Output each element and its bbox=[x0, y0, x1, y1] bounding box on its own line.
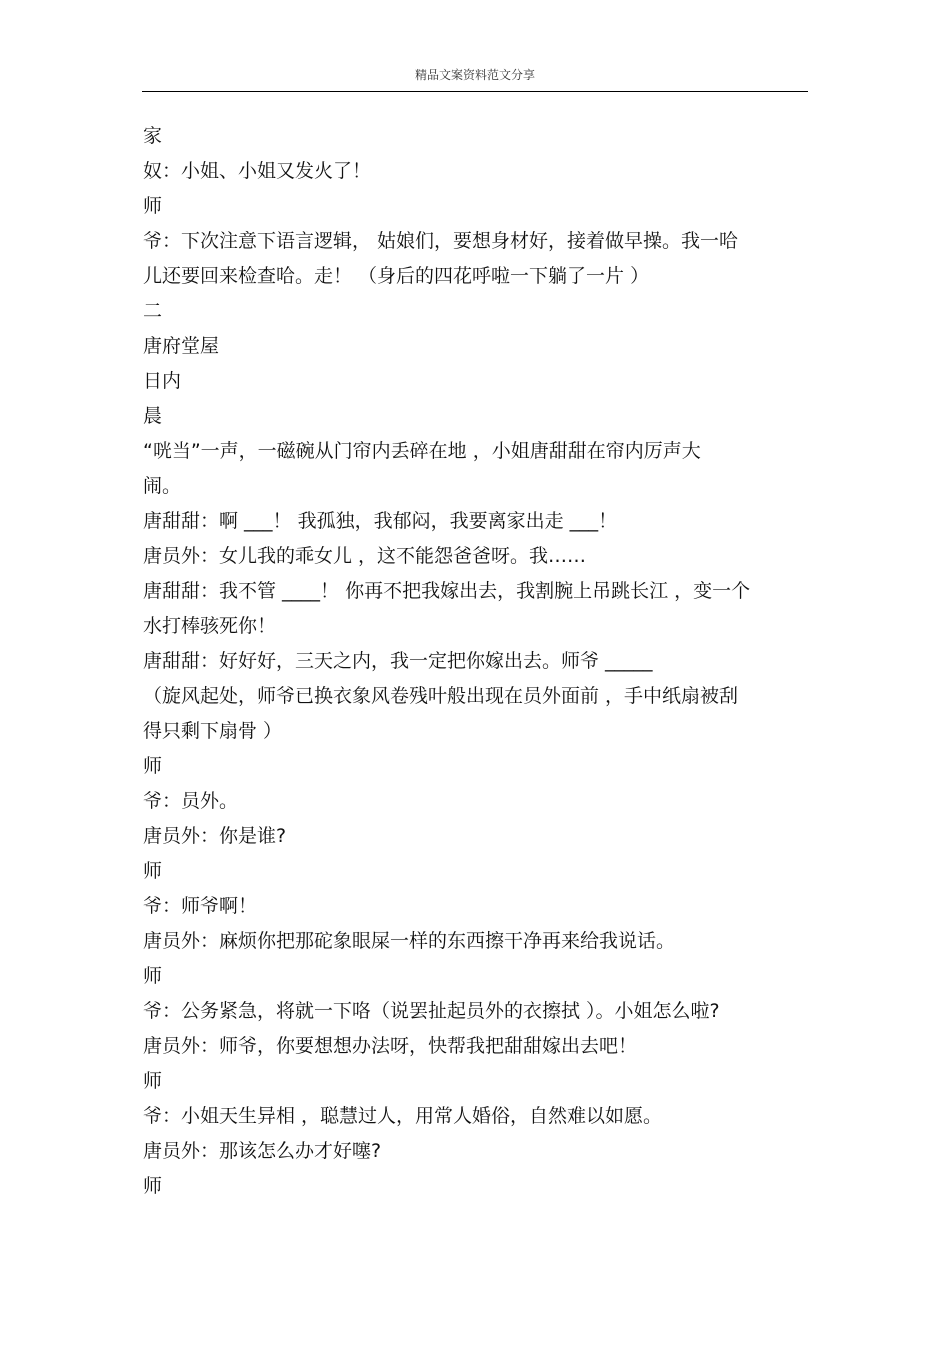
text-line: 师 bbox=[143, 195, 163, 217]
text-line: （旋风起处，师爷已换衣象风卷残叶般出现在员外面前 ，手中纸扇被刮 bbox=[143, 685, 739, 707]
text-line: 奴：小姐、小姐又发火了！ bbox=[143, 160, 372, 182]
text-line: 师 bbox=[143, 1175, 163, 1197]
text-line: 师 bbox=[143, 965, 163, 987]
text-line: 爷：公务紧急，将就一下咯（说罢扯起员外的衣擦拭 ）。小姐怎么啦? bbox=[143, 1000, 720, 1022]
text-line: 唐甜甜：好好好，三天之内，我一定把你嫁出去。师爷 _____ bbox=[143, 650, 653, 672]
text-line: 唐员外：师爷，你要想想办法呀，快帮我把甜甜嫁出去吧！ bbox=[143, 1035, 638, 1057]
text-line: 师 bbox=[143, 1070, 163, 1092]
text-line: 师 bbox=[143, 860, 163, 882]
text-line: 师 bbox=[143, 755, 163, 777]
document-body bbox=[143, 119, 807, 1204]
text-line: 家 bbox=[143, 125, 163, 147]
header-divider bbox=[142, 91, 808, 92]
text-line: 唐员外：女儿我的乖女儿 ，这不能怨爸爸呀。我…… bbox=[143, 545, 587, 567]
text-line: 唐甜甜：啊 ___！ 我孤独，我郁闷，我要离家出走 ___！ bbox=[143, 510, 618, 532]
text-line: 水打棒骇死你！ bbox=[143, 615, 277, 637]
text-line: 唐甜甜：我不管 ____！ 你再不把我嫁出去，我割腕上吊跳长江 ，变一个 bbox=[143, 580, 751, 602]
text-line: “咣当”一声，一磁碗从门帘内丢碎在地 ，小姐唐甜甜在帘内厉声大 bbox=[143, 440, 701, 462]
text-line: 爷：师爷啊！ bbox=[143, 895, 258, 917]
text-line: 闹。 bbox=[143, 475, 182, 497]
text-line: 日内 bbox=[143, 370, 182, 392]
text-line: 唐员外：你是谁? bbox=[143, 825, 287, 847]
text-line: 爷：小姐天生异相 ，聪慧过人，用常人婚俗，自然难以如愿。 bbox=[143, 1105, 663, 1127]
text-line: 儿还要回来检查哈。走！ （身后的四花呼啦一下躺了一片 ） bbox=[143, 265, 650, 287]
text-line: 二 bbox=[143, 300, 163, 322]
text-line: 爷：下次注意下语言逻辑， 姑娘们，要想身材好，接着做早操。我一哈 bbox=[143, 230, 739, 252]
text-line: 唐员外：麻烦你把那砣象眼屎一样的东西擦干净再来给我说话。 bbox=[143, 930, 676, 952]
text-line: 唐员外：那该怎么办才好噻? bbox=[143, 1140, 382, 1162]
text-line: 唐府堂屋 bbox=[143, 335, 220, 357]
page-header: 精品文案资料范文分享 bbox=[414, 68, 535, 82]
text-line: 晨 bbox=[143, 405, 163, 427]
text-line: 得只剩下扇骨 ） bbox=[143, 720, 283, 742]
text-line: 爷：员外。 bbox=[143, 790, 239, 812]
